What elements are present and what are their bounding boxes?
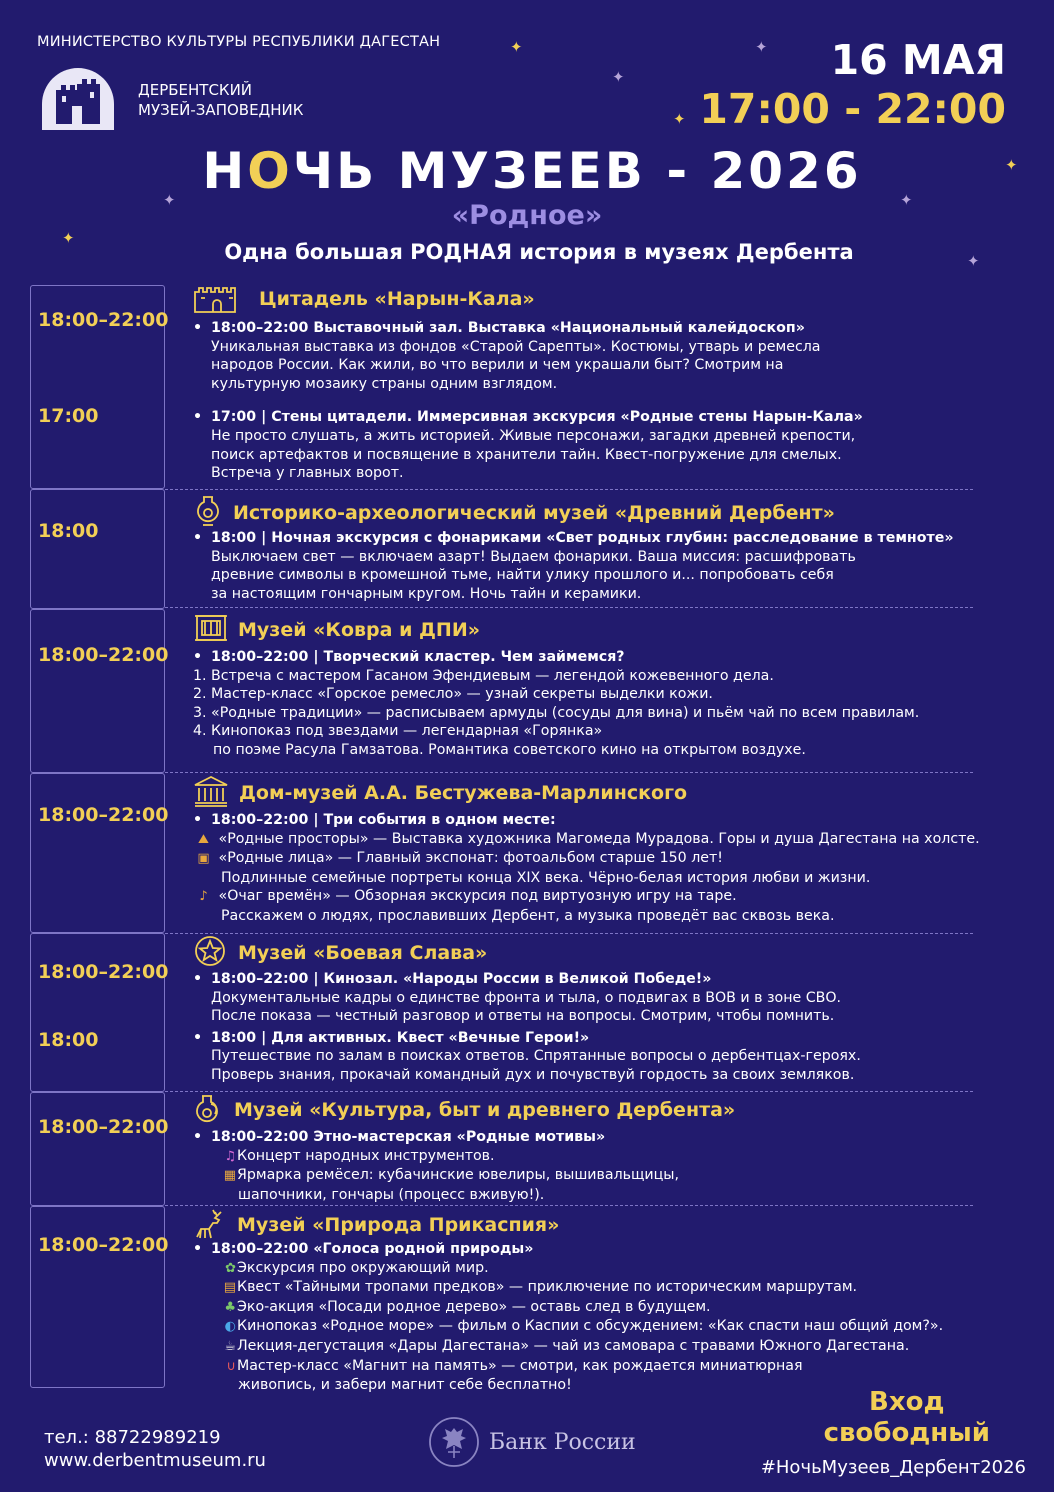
title-part: Н xyxy=(202,142,248,200)
event-heading-text: 18:00–22:00 Выставочный зал. Выставка «Национальный калейдоскоп» xyxy=(211,320,805,336)
event-text: Концерт народных инструментов. xyxy=(237,1147,495,1164)
free-entry-line1: Вход xyxy=(869,1387,945,1417)
event-text: живопись, и забери магнит себе бесплатно! xyxy=(238,1377,572,1394)
contacts xyxy=(44,1426,266,1472)
subtitle: «Родное» xyxy=(451,200,603,231)
event-description: поиск артефактов и посвящение в хранители тайн. Квест-погружение для смелых. xyxy=(211,446,842,463)
museum-title: Музей «Ковра и ДПИ» xyxy=(238,619,480,641)
museum-title: Цитадель «Нарын-Кала» xyxy=(259,288,535,310)
event-item xyxy=(193,1278,1023,1298)
museum-logo xyxy=(38,64,118,130)
divider xyxy=(165,607,973,608)
sparkle-icon: ✦ xyxy=(673,110,686,128)
sparkle-icon: ✦ xyxy=(163,191,176,209)
time-label: 17:00 xyxy=(38,405,99,427)
time-label: 18:00–22:00 xyxy=(38,1234,169,1256)
sparkle-icon: ✦ xyxy=(755,38,768,56)
sparkle-icon: ✦ xyxy=(612,68,625,86)
event-item xyxy=(193,1337,1023,1357)
event-description: Документальные кадры о единстве фронта и тыла, о подвигах в ВОВ и в зоне СВО. xyxy=(211,989,842,1006)
museum-title: Музей «Природа Прикаспия» xyxy=(237,1214,560,1236)
time-label: 18:00 xyxy=(38,520,99,542)
event-description: Путешествие по залам в поисках ответов. Спрятанные вопросы о дербентцах-героях. xyxy=(211,1048,861,1065)
event-text: шапочники, гончары (процесс вживую!). xyxy=(238,1186,545,1203)
museum-title: Музей «Культура, быт и древнего Дербента» xyxy=(234,1099,736,1121)
event-heading: • 18:00–22:00 | Творческий кластер. Чем займемся? xyxy=(193,649,625,665)
time-label: 18:00–22:00 xyxy=(38,644,169,666)
event-text: «Очаг времён» — Обзорная экскурсия под виртуозную игру на таре. xyxy=(218,888,737,905)
event-description: Уникальная выставка из фондов «Старой Сарепты». Костюмы, утварь и ремесла xyxy=(211,338,821,355)
section-content xyxy=(193,648,1023,760)
music-notes-icon: ♫ xyxy=(224,1148,236,1164)
event-heading-text: 18:00–22:00 | Кинозал. «Народы России в Великой Победе!» xyxy=(211,971,712,987)
free-entry-label xyxy=(824,1387,990,1449)
tree-icon: ♣ xyxy=(224,1299,236,1315)
sparkle-icon: ✦ xyxy=(1005,156,1018,174)
time-box xyxy=(30,933,165,1092)
event-item xyxy=(193,1357,1023,1377)
event-date: 16 МАЯ xyxy=(830,36,1006,84)
event-heading-text: 17:00 | Стены цитадели. Иммерсивная экскурсия «Родные стены Нарын-Кала» xyxy=(211,409,863,426)
event-item xyxy=(193,887,1023,907)
event-heading-text: 18:00–22:00 «Голоса родной природы» xyxy=(211,1241,534,1257)
numbered-item: 3. «Родные традиции» — расписываем армуды (сосуды для вина) и пьём чай по всем правилам. xyxy=(193,704,920,721)
amphora-icon xyxy=(193,495,223,527)
tar-instrument-icon: ♪ xyxy=(199,889,208,905)
section-content xyxy=(193,319,1023,483)
museum-title: Дом-музей А.А. Бестужева-Марлинского xyxy=(239,782,688,804)
deer-icon xyxy=(193,1208,227,1240)
website-link[interactable]: www.derbentmuseum.ru xyxy=(44,1450,266,1471)
divider xyxy=(165,933,973,934)
plant-icon: ✿ xyxy=(225,1260,236,1276)
museum-name-line2: МУЗЕЙ-ЗАПОВЕДНИК xyxy=(138,101,304,119)
title-part: ЧЬ МУЗЕЕВ - 2026 xyxy=(292,142,862,200)
phone-number[interactable]: тел.: 88722989219 xyxy=(44,1427,221,1448)
numbered-item-continuation: по поэме Расула Гамзатова. Романтика советского кино на открытом воздухе. xyxy=(213,741,806,758)
tea-cup-icon: ☕ xyxy=(224,1338,236,1354)
event-item xyxy=(193,1166,1023,1186)
event-heading: • 18:00–22:00 Этно-мастерская «Родные мотивы» xyxy=(193,1129,606,1145)
event-description: за настоящим гончарным кругом. Ночь тайн и керамики. xyxy=(211,585,642,602)
event-text: Подлинные семейные портреты конца XIX века. Чёрно-белая история любви и жизни. xyxy=(221,869,871,886)
divider xyxy=(165,1205,973,1206)
museum-title: Музей «Боевая Слава» xyxy=(238,942,488,964)
bank-name: Банк России xyxy=(489,1430,636,1455)
section-content xyxy=(193,529,1023,603)
event-text: Мастер-класс «Магнит на память» — смотри, как рождается миниатюрная xyxy=(237,1357,803,1374)
event-heading: • 18:00–22:00 | Три события в одном месте: xyxy=(193,812,556,828)
event-heading-text: 18:00–22:00 Этно-мастерская «Родные мотивы» xyxy=(211,1129,606,1145)
numbered-item: 4. Кинопоказ под звездами — легендарная «Горянка» xyxy=(193,723,603,740)
divider xyxy=(165,489,973,490)
event-text: Кинопоказ «Родное море» — фильм о Каспии с обсуждением: «Как спасти наш общий дом?». xyxy=(237,1318,944,1335)
event-heading: • 17:00 | Стены цитадели. Иммерсивная экскурсия «Родные стены Нарын-Кала» xyxy=(193,409,863,426)
time-box xyxy=(30,773,165,933)
numbered-item: 2. Мастер-класс «Горское ремесло» — узнай секреты выделки кожи. xyxy=(193,686,713,703)
event-item xyxy=(193,849,1023,869)
sparkle-icon: ✦ xyxy=(510,38,523,56)
event-description: Не просто слушать, а жить историей. Живые персонажи, загадки древней крепости, xyxy=(211,427,856,444)
section-content xyxy=(193,1240,1023,1395)
event-description: Встреча у главных ворот. xyxy=(211,465,404,482)
camera-icon: ▣ xyxy=(197,851,210,867)
numbered-item: 1. Встреча с мастером Гасаном Эфендиевым — легендой кожевенного дела. xyxy=(193,667,774,684)
event-item xyxy=(193,1147,1023,1167)
fortress-icon xyxy=(193,282,241,314)
event-description: древние символы в кромешной тьме, найти улику прошлого и... попробовать себя xyxy=(211,567,834,584)
sparkle-icon: ✦ xyxy=(62,229,75,247)
time-label: 18:00–22:00 xyxy=(38,961,169,983)
tagline: Одна большая РОДНАЯ история в музеях Дербента xyxy=(224,240,854,264)
event-text: «Родные просторы» — Выставка художника Магомеда Мурадова. Горы и душа Дагестана на холсте. xyxy=(218,830,980,847)
wave-icon: ◐ xyxy=(224,1319,236,1335)
event-heading-text: 18:00 | Для активных. Квест «Вечные Герои!» xyxy=(211,1029,590,1046)
bank-of-russia-emblem-icon xyxy=(428,1416,480,1468)
gift-icon: ▦ xyxy=(223,1168,236,1184)
jug-icon xyxy=(193,1094,221,1126)
event-item xyxy=(193,830,1023,850)
event-heading: • 18:00–22:00 «Голоса родной природы» xyxy=(193,1241,534,1257)
event-heading-text: 18:00–22:00 | Три события в одном месте: xyxy=(211,812,556,828)
ministry-name: МИНИСТЕРСТВО КУЛЬТУРЫ РЕСПУБЛИКИ ДАГЕСТАН xyxy=(37,34,441,50)
event-description: После показа — честный разговор и ответы на вопросы. Смотрим, чтобы помнить. xyxy=(211,1008,835,1025)
sparkle-icon: ✦ xyxy=(967,252,980,270)
mountains-icon: ⛰ xyxy=(198,831,209,847)
magnet-icon: ∪ xyxy=(226,1358,236,1374)
time-box xyxy=(30,1092,165,1206)
divider xyxy=(165,772,973,773)
museum-name xyxy=(138,80,303,120)
event-item xyxy=(193,1259,1023,1279)
event-description: народов России. Как жили, во что верили и чем украшали быт? Смотрим на xyxy=(211,357,784,374)
section-content xyxy=(193,811,1023,926)
sparkle-icon: ✦ xyxy=(900,191,913,209)
event-heading: • 18:00 | Ночная экскурсия с фонариками «Свет родных глубин: расследование в темноте» xyxy=(193,530,954,546)
time-label: 18:00–22:00 xyxy=(38,804,169,826)
carpet-icon xyxy=(193,612,229,644)
event-heading: • 18:00–22:00 Выставочный зал. Выставка «Национальный калейдоскоп» xyxy=(193,320,805,336)
columns-icon xyxy=(193,775,229,807)
event-text: Ярмарка ремёсел: кубачинские ювелиры, вышивальщицы, xyxy=(237,1167,679,1184)
museum-name-line1: ДЕРБЕНТСКИЙ xyxy=(138,81,253,99)
event-text: Расскажем о людях, прославивших Дербент, а музыка проведёт вас сквозь века. xyxy=(221,907,835,924)
event-description: Выключаем свет — включаем азарт! Выдаем фонарики. Ваша миссия: расшифровать xyxy=(211,548,856,565)
divider xyxy=(165,1091,973,1092)
event-item xyxy=(193,1317,1023,1337)
star-medal-icon xyxy=(193,935,227,967)
event-item xyxy=(193,1298,1023,1318)
event-text: Лекция-дегустация «Дары Дагестана» — чай из самовара с травами Южного Дагестана. xyxy=(237,1337,910,1354)
section-content xyxy=(193,970,1023,1085)
event-description: Проверь знания, прокачай командный дух и почувствуй гордость за своих земляков. xyxy=(211,1066,855,1083)
hashtag: #НочьМузеев_Дербент2026 xyxy=(760,1457,1026,1478)
time-label: 18:00–22:00 xyxy=(38,1116,169,1138)
event-time: 17:00 - 22:00 xyxy=(699,85,1006,133)
free-entry-line2: свободный xyxy=(823,1418,990,1448)
event-text: Квест «Тайными тропами предков» — приключение по историческим маршрутам. xyxy=(237,1279,858,1296)
event-description: культурную мозаику страны одним взглядом. xyxy=(211,375,558,392)
event-heading-text: 18:00–22:00 | Творческий кластер. Чем займемся? xyxy=(211,649,625,665)
event-heading-text: 18:00 | Ночная экскурсия с фонариками «Свет родных глубин: расследование в темноте» xyxy=(211,530,954,546)
time-label: 18:00 xyxy=(38,1029,99,1051)
section-content xyxy=(193,1128,1023,1204)
event-heading: • 18:00–22:00 | Кинозал. «Народы России в Великой Победе!» xyxy=(193,971,712,987)
event-heading: • 18:00 | Для активных. Квест «Вечные Герои!» xyxy=(193,1029,590,1046)
museum-title: Историко-археологический музей «Древний Дербент» xyxy=(233,502,835,524)
time-label: 18:00–22:00 xyxy=(38,309,169,331)
title-moon-letter: О xyxy=(247,142,293,200)
event-text: Эко-акция «Посади родное дерево» — оставь след в будущем. xyxy=(237,1298,711,1315)
time-box xyxy=(30,609,165,773)
page-title xyxy=(0,142,1054,200)
event-text: «Родные лица» — Главный экспонат: фотоальбом старше 150 лет! xyxy=(218,850,723,867)
map-icon: ▤ xyxy=(223,1280,236,1296)
event-text: Экскурсия про окружающий мир. xyxy=(237,1259,489,1276)
time-box xyxy=(30,489,165,609)
